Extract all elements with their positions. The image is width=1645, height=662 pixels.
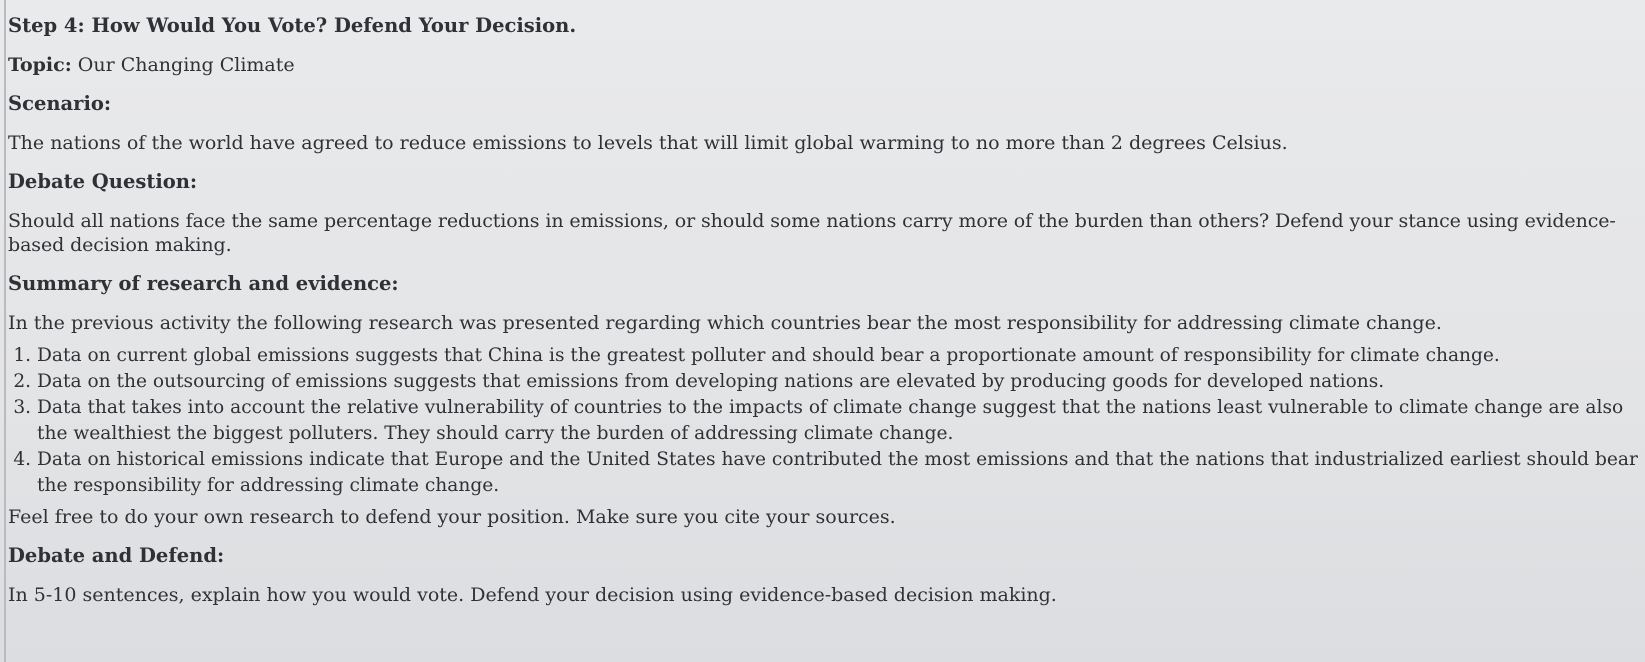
- debate-question-heading: Debate Question:: [8, 170, 198, 193]
- evidence-item: 2. Data on the outsourcing of emissions suggests that emissions from developing nations are elevated by producing goods for developed nations.: [37, 369, 1642, 395]
- evidence-item: 3. Data that takes into account the relative vulnerability of countries to the impacts of climate change suggest that the nations least vulnerable to climate change are also the wealthiest the biggest polluters. They should carry the burden of addressing climate change.: [37, 395, 1642, 447]
- left-border: [4, 0, 6, 662]
- summary-footer: Feel free to do your own research to defend your position. Make sure you cite your sources.: [8, 506, 896, 528]
- topic-value: Our Changing Climate: [71, 54, 295, 76]
- debate-question-text: Should all nations face the same percentage reductions in emissions, or should some nations carry more of the burden than others? Defend your stance using evidence-based decision making.: [8, 210, 1616, 256]
- step-title: Step 4: How Would You Vote? Defend Your Decision.: [8, 14, 577, 37]
- scenario-text: The nations of the world have agreed to reduce emissions to levels that will limit global warming to no more than 2 degrees Celsius.: [8, 132, 1288, 154]
- evidence-list: [8, 343, 1642, 499]
- topic-line: [8, 53, 1642, 77]
- topic-label: Topic:: [8, 54, 72, 76]
- evidence-item: 1. Data on current global emissions suggests that China is the greatest polluter and should bear a proportionate amount of responsibility for climate change.: [37, 343, 1642, 369]
- summary-heading: Summary of research and evidence:: [8, 272, 399, 295]
- evidence-item: 4. Data on historical emissions indicate that Europe and the United States have contributed the most emissions and that the nations that industrialized earliest should bear the responsibility for addressing climate change.: [37, 447, 1642, 499]
- debate-defend-heading: Debate and Defend:: [8, 544, 225, 567]
- summary-intro: In the previous activity the following research was presented regarding which countries bear the most responsibility for addressing climate change.: [8, 312, 1442, 334]
- scenario-heading: Scenario:: [8, 92, 112, 115]
- debate-defend-text: In 5-10 sentences, explain how you would vote. Defend your decision using evidence-based decision making.: [8, 584, 1057, 606]
- assignment-content: [8, 14, 1642, 622]
